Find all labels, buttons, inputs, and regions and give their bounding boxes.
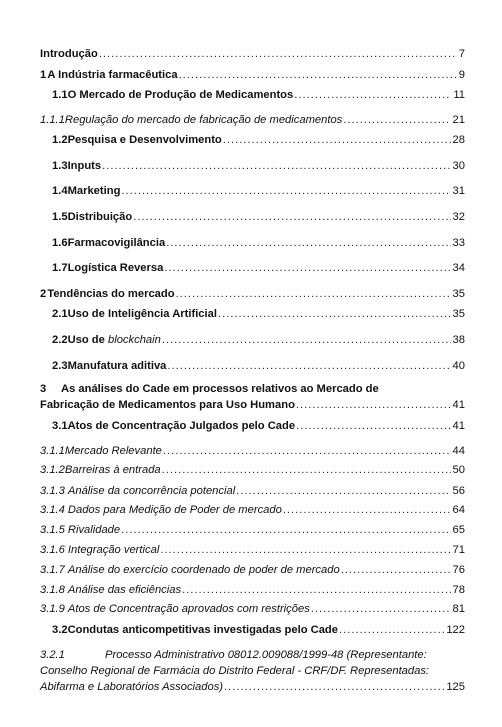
toc-entry-page: 125 xyxy=(446,681,465,693)
dot-leader xyxy=(163,444,451,458)
toc-entry-number: 3 xyxy=(40,383,47,395)
toc-entry-2[interactable] xyxy=(40,287,465,301)
toc-entry-title: Distribuição xyxy=(67,211,133,223)
toc-entry-3-1-1[interactable] xyxy=(40,444,465,458)
toc-entry-title: Análise da concorrência potencial xyxy=(67,485,236,497)
toc-entry-page: 9 xyxy=(458,69,465,81)
toc-entry-page: 30 xyxy=(452,160,465,172)
toc-entry-3-1-3[interactable] xyxy=(40,484,465,498)
toc-entry-title: Barreiras à entrada xyxy=(64,464,161,476)
toc-entry-page: 7 xyxy=(458,48,465,60)
toc-entry-title: Uso de Inteligência Artificial xyxy=(67,308,217,320)
dot-leader xyxy=(102,159,450,173)
dot-leader xyxy=(224,680,444,694)
toc-entry-title: Manufatura aditiva xyxy=(67,360,167,372)
toc-entry-number: 1.2 xyxy=(52,134,68,146)
toc-entry-line xyxy=(40,664,465,678)
dot-leader xyxy=(162,333,451,347)
toc-entry-page: 64 xyxy=(452,504,465,516)
toc-entry-page: 41 xyxy=(452,420,465,432)
toc-entry-number: 1.1.1 xyxy=(40,114,65,126)
toc-entry-page: 81 xyxy=(452,603,465,615)
toc-entry-1[interactable] xyxy=(40,68,465,82)
toc-entry-title-emphasis: blockchain xyxy=(107,334,161,346)
dot-leader xyxy=(182,583,450,597)
toc-entry-number: 2.3 xyxy=(52,360,68,372)
dot-leader xyxy=(341,563,451,577)
toc-entry-page: 78 xyxy=(452,584,465,596)
dot-leader xyxy=(166,236,450,250)
toc-entry-title: Regulação do mercado de fabricação de medicamentos xyxy=(64,114,343,126)
toc-entry-3-2-1[interactable] xyxy=(40,648,465,694)
toc-entry-number: 3.1.3 xyxy=(40,485,65,497)
dot-leader xyxy=(179,68,457,82)
toc-entry-number: 2.1 xyxy=(52,308,68,320)
toc-entry-2-2[interactable] xyxy=(52,333,465,347)
toc-entry-page: 35 xyxy=(452,308,465,320)
toc-entry-number: 3.1 xyxy=(52,420,68,432)
toc-entry-page: 50 xyxy=(452,464,465,476)
toc-entry-3-1-2[interactable] xyxy=(40,463,465,477)
toc-entry-title: Tendências do mercado xyxy=(47,288,175,300)
toc-entry-introducao[interactable] xyxy=(40,47,465,61)
toc-entry-1-2[interactable] xyxy=(52,133,465,147)
dot-leader xyxy=(296,419,450,433)
toc-entry-1-7[interactable] xyxy=(52,261,465,275)
toc-entry-number: 1.1 xyxy=(52,89,68,101)
dot-leader xyxy=(223,133,451,147)
toc-entry-title-prefix: Uso de xyxy=(67,334,108,346)
dot-leader xyxy=(343,113,450,127)
toc-entry-number: 3.1.5 xyxy=(40,524,65,536)
toc-entry-line xyxy=(40,680,465,694)
toc-entry-number: 3.1.4 xyxy=(40,504,65,516)
toc-entry-page: 44 xyxy=(452,445,465,457)
dot-leader xyxy=(294,88,451,102)
toc-entry-number: 1.4 xyxy=(52,185,68,197)
dot-leader xyxy=(296,398,451,412)
toc-entry-page: 40 xyxy=(452,360,465,372)
toc-entry-title: Dados para Medição de Poder de mercado xyxy=(67,504,282,516)
toc-entry-page: 38 xyxy=(452,334,465,346)
toc-entry-number: 1.7 xyxy=(52,262,68,274)
toc-entry-title: A Indústria farmacêutica xyxy=(47,69,178,81)
toc-entry-title: Análise do exercício coordenado de poder de mercado xyxy=(67,564,340,576)
toc-entry-title: Atos de Concentração aprovados com restrições xyxy=(67,603,310,615)
toc-entry-number: 3.1.7 xyxy=(40,564,65,576)
dot-leader xyxy=(176,287,451,301)
toc-entry-page: 56 xyxy=(452,485,465,497)
toc-entry-number: 3.2.1 xyxy=(40,649,65,661)
toc-entry-title: Marketing xyxy=(67,185,121,197)
toc-entry-title: Inputs xyxy=(67,160,102,172)
dot-leader xyxy=(236,484,450,498)
toc-entry-1-4[interactable] xyxy=(52,184,465,198)
toc-entry-title: Farmacovigilância xyxy=(67,237,166,249)
toc-entry-page: 21 xyxy=(452,114,465,126)
toc-entry-page: 41 xyxy=(452,399,465,411)
dot-leader xyxy=(311,602,451,616)
toc-entry-page: 122 xyxy=(446,624,465,636)
toc-entry-title: Rivalidade xyxy=(67,524,121,536)
toc-entry-page: 11 xyxy=(453,89,465,101)
toc-entry-page: 32 xyxy=(452,211,465,223)
dot-leader xyxy=(133,210,450,224)
dot-leader xyxy=(167,359,450,373)
toc-entry-page: 31 xyxy=(452,185,465,197)
toc-entry-1-5[interactable] xyxy=(52,210,465,224)
toc-entry-line xyxy=(40,398,465,412)
toc-entry-number: 3.2 xyxy=(52,624,68,636)
dot-leader xyxy=(121,184,450,198)
toc-entry-number: 1.3 xyxy=(52,160,68,172)
toc-entry-3-1-6[interactable] xyxy=(40,543,465,557)
toc-entry-title: Mercado Relevante xyxy=(64,445,162,457)
toc-entry-3-1-9[interactable] xyxy=(40,602,465,616)
toc-entry-page: 71 xyxy=(452,544,465,556)
toc-entry-title: O Mercado de Produção de Medicamentos xyxy=(67,89,294,101)
toc-entry-number: 2 xyxy=(40,288,47,300)
toc-entry-number: 3.1.2 xyxy=(40,464,65,476)
toc-entry-1-1[interactable] xyxy=(52,88,465,102)
toc-entry-title: Introdução xyxy=(40,48,98,60)
toc-entry-2-1[interactable] xyxy=(52,307,465,321)
toc-entry-page: 35 xyxy=(452,288,465,300)
dot-leader xyxy=(160,543,450,557)
toc-entry-title: Análise das eficiências xyxy=(67,584,182,596)
toc-entry-title: Atos de Concentração Julgados pelo Cade xyxy=(67,420,296,432)
toc-entry-title-line2: Conselho Regional de Farmácia do Distrito Federal - CRF/DF. Representadas: xyxy=(40,665,430,677)
toc-entry-number: 1.6 xyxy=(52,237,68,249)
toc-entry-3-1-5[interactable] xyxy=(40,523,465,537)
dot-leader xyxy=(339,623,444,637)
toc-entry-line xyxy=(40,382,465,396)
toc-entry-3[interactable] xyxy=(40,382,465,412)
toc-entry-3-1-4[interactable] xyxy=(40,503,465,517)
toc-entry-3-2[interactable] xyxy=(52,623,465,637)
toc-entry-number: 1 xyxy=(40,69,47,81)
toc-entry-number: 3.1.8 xyxy=(40,584,65,596)
toc-entry-number: 3.1.6 xyxy=(40,544,65,556)
toc-entry-page: 34 xyxy=(452,262,465,274)
toc-entry-page: 28 xyxy=(452,134,465,146)
toc-entry-page: 33 xyxy=(452,237,465,249)
toc-entry-number: 2.2 xyxy=(52,334,68,346)
toc-entry-title-line2: Fabricação de Medicamentos para Uso Humano xyxy=(40,399,295,411)
toc-entry-number: 3.1.9 xyxy=(40,603,65,615)
toc-entry-title-line3: Abifarma e Laboratórios Associados) xyxy=(40,681,224,693)
toc-entry-3-1-8[interactable] xyxy=(40,583,465,597)
toc-entry-2-3[interactable] xyxy=(52,359,465,373)
toc-entry-title: Integração vertical xyxy=(67,544,160,556)
dot-leader xyxy=(218,307,451,321)
toc-entry-title-line1: As análises do Cade em processos relativos ao Mercado de xyxy=(61,383,379,395)
dot-leader xyxy=(162,463,451,477)
toc-entry-title: Pesquisa e Desenvolvimento xyxy=(67,134,222,146)
toc-entry-1-3[interactable] xyxy=(52,159,465,173)
toc-entry-title-line1: Processo Administrativo 08012.009088/1999-48 (Representante: xyxy=(105,649,427,661)
toc-entry-number: 3.1.1 xyxy=(40,445,65,457)
toc-entry-3-1[interactable] xyxy=(52,419,465,433)
dot-leader xyxy=(283,503,451,517)
toc-entry-title xyxy=(68,333,161,347)
dot-leader xyxy=(99,47,457,61)
toc-entry-1-6[interactable] xyxy=(52,236,465,250)
toc-entry-1-1-1[interactable] xyxy=(40,113,465,127)
toc-entry-page: 65 xyxy=(452,524,465,536)
toc-entry-title: Logística Reversa xyxy=(67,262,164,274)
toc-entry-page: 76 xyxy=(452,564,465,576)
dot-leader xyxy=(121,523,450,537)
toc-entry-line xyxy=(40,648,465,662)
toc-entry-number: 1.5 xyxy=(52,211,68,223)
dot-leader xyxy=(164,261,450,275)
toc-entry-title: Condutas anticompetitivas investigadas pelo Cade xyxy=(67,624,338,636)
toc-entry-3-1-7[interactable] xyxy=(40,563,465,577)
